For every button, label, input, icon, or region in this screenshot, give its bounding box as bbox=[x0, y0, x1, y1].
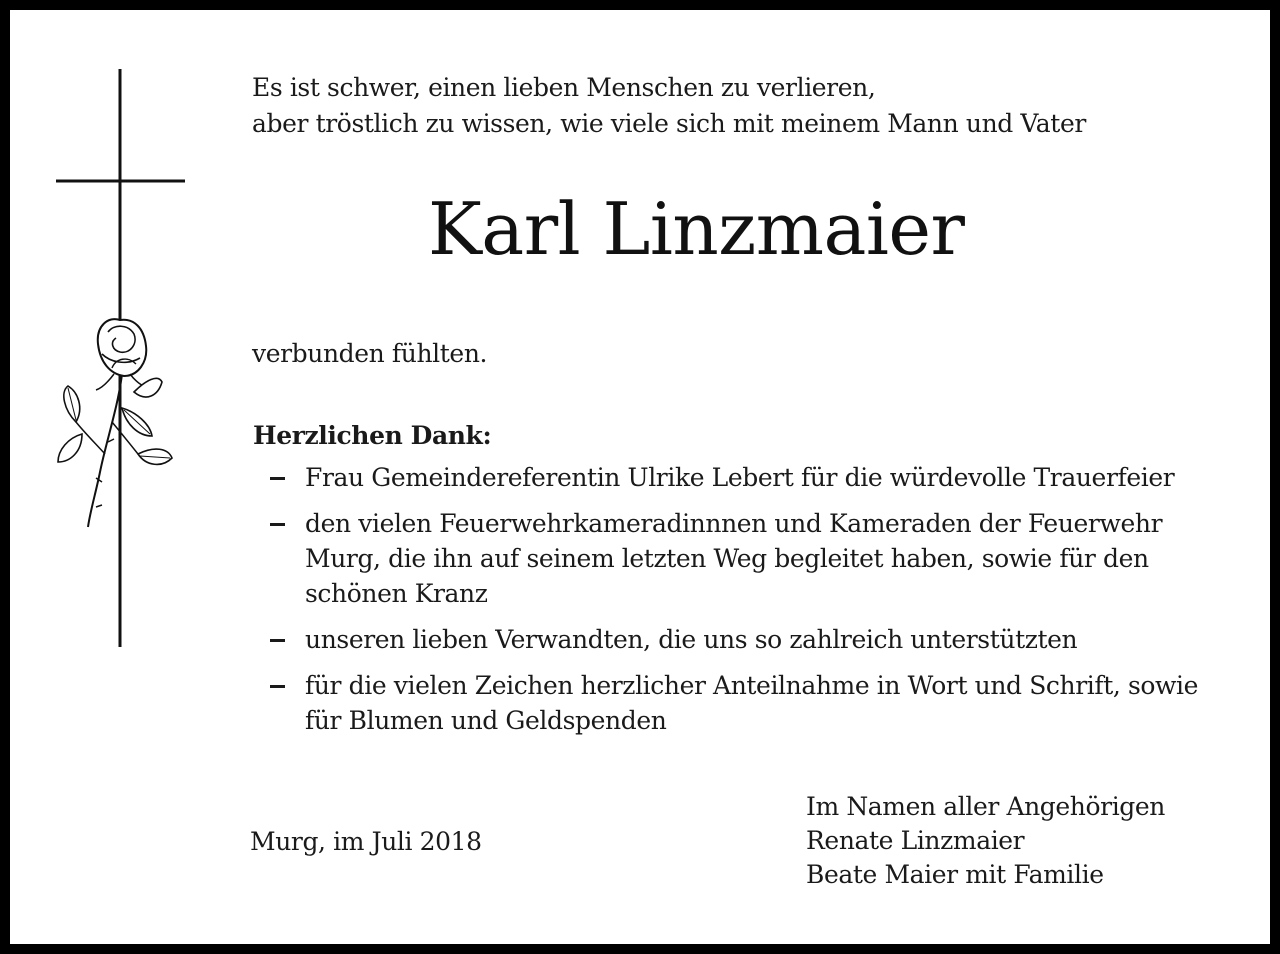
thanks-item bbox=[268, 622, 1228, 657]
intro-line: Es ist schwer, einen lieben Menschen zu verlieren, bbox=[252, 73, 876, 102]
thanks-item bbox=[268, 506, 1228, 611]
signatory-line: Beate Maier mit Familie bbox=[806, 860, 1104, 889]
thanks-item bbox=[268, 460, 1228, 495]
dash-bullet-icon bbox=[270, 523, 285, 526]
thanks-list bbox=[268, 460, 1228, 749]
deceased-name: Karl Linzmaier bbox=[428, 187, 965, 271]
intro-text bbox=[252, 70, 1086, 142]
dash-bullet-icon bbox=[270, 477, 285, 480]
thanks-heading: Herzlichen Dank: bbox=[253, 421, 492, 450]
thanks-item bbox=[268, 668, 1228, 738]
thanks-item-text: unseren lieben Verwandten, die uns so zahlreich unterstützten bbox=[305, 625, 1078, 654]
signatory-line: Renate Linzmaier bbox=[806, 826, 1025, 855]
intro-end-text: verbunden fühlten. bbox=[252, 339, 488, 368]
signatory-line: Im Namen aller Angehörigen bbox=[806, 792, 1165, 821]
place-date: Murg, im Juli 2018 bbox=[250, 827, 482, 856]
intro-line: aber tröstlich zu wissen, wie viele sich mit meinem Mann und Vater bbox=[252, 109, 1086, 138]
dash-bullet-icon bbox=[270, 685, 285, 688]
thanks-item-text: Frau Gemeindereferentin Ulrike Lebert für die würdevolle Trauerfeier bbox=[305, 463, 1175, 492]
thanks-item-text: für die vielen Zeichen herzlicher Anteilnahme in Wort und Schrift, sowie für Blumen und Geldspenden bbox=[305, 671, 1199, 735]
signatories bbox=[806, 790, 1165, 892]
dash-bullet-icon bbox=[270, 639, 285, 642]
cross-with-rose-icon bbox=[50, 62, 200, 652]
thanks-item-text: den vielen Feuerwehrkameradinnnen und Kameraden der Feuerwehr Murg, die ihn auf seinem letzten Weg begleitet haben, sowie für den schönen Kranz bbox=[305, 509, 1163, 608]
